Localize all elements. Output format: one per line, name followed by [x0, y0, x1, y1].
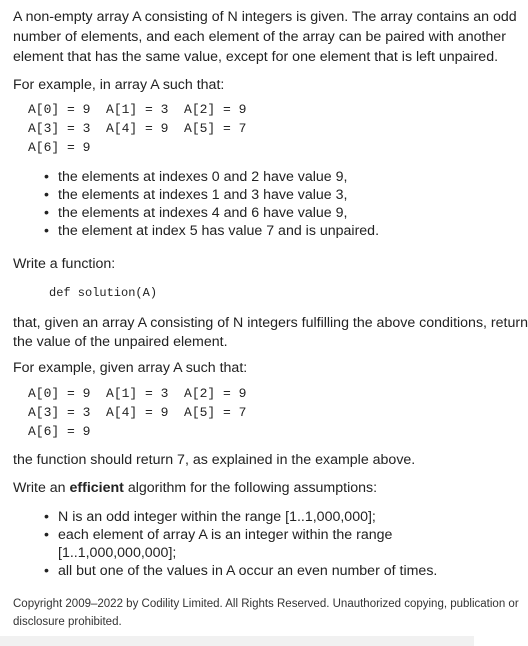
list-item: • the element at index 5 has value 7 and is unpaired.	[42, 222, 379, 240]
intro-line-1: A non-empty array A consisting of N integers is given. The array contains an odd	[13, 9, 517, 25]
explanation-list	[42, 168, 379, 240]
list-item: • the elements at indexes 4 and 6 have value 9,	[42, 204, 379, 222]
assumptions-list	[42, 508, 437, 580]
task-line-2: the value of the unpaired element.	[13, 334, 228, 350]
return-note: the function should return 7, as explained in the example above.	[13, 452, 416, 468]
list-item: • N is an odd integer within the range [1..1,000,000];	[42, 508, 437, 526]
list-item: • the elements at indexes 0 and 2 have value 9,	[42, 168, 379, 186]
bottom-divider	[0, 636, 474, 646]
copyright-line-1: Copyright 2009–2022 by Codility Limited. All Rights Reserved. Unauthorized copying, publication or	[13, 598, 519, 610]
efficient-suffix: algorithm for the following assumptions:	[123, 480, 378, 496]
write-function-label: Write a function:	[13, 256, 116, 272]
intro-line-3: element that has the same value, except for one element that is left unpaired.	[13, 49, 499, 65]
array-row-3: A[6] = 9	[28, 140, 91, 155]
function-signature: def solution(A)	[49, 286, 158, 300]
efficient-prefix: Write an	[13, 480, 70, 496]
array2-row-3: A[6] = 9	[28, 424, 91, 439]
array-row-2: A[3] = 3 A[4] = 9 A[5] = 7	[28, 121, 247, 136]
assumption-2-line-2: [1..1,000,000,000];	[58, 545, 177, 561]
efficient-emphasis: efficient	[69, 480, 124, 496]
intro-line-2: number of elements, and each element of the array can be paired with another	[13, 29, 506, 45]
array-row-1: A[0] = 9 A[1] = 3 A[2] = 9	[28, 102, 247, 117]
copyright-line-2: disclosure prohibited.	[13, 616, 122, 628]
efficient-statement	[13, 479, 377, 498]
array2-row-2: A[3] = 3 A[4] = 9 A[5] = 7	[28, 405, 247, 420]
list-item: • all but one of the values in A occur an even number of times.	[42, 562, 437, 580]
assumption-2-line-1: each element of array A is an integer within the range	[58, 527, 393, 543]
task-line-1: that, given an array A consisting of N integers fulfilling the above conditions, return	[13, 315, 528, 331]
list-item: • the elements at indexes 1 and 3 have value 3,	[42, 186, 379, 204]
list-item	[42, 526, 437, 562]
example-intro: For example, in array A such that:	[13, 77, 225, 93]
example-intro-2: For example, given array A such that:	[13, 360, 248, 376]
array2-row-1: A[0] = 9 A[1] = 3 A[2] = 9	[28, 386, 247, 401]
